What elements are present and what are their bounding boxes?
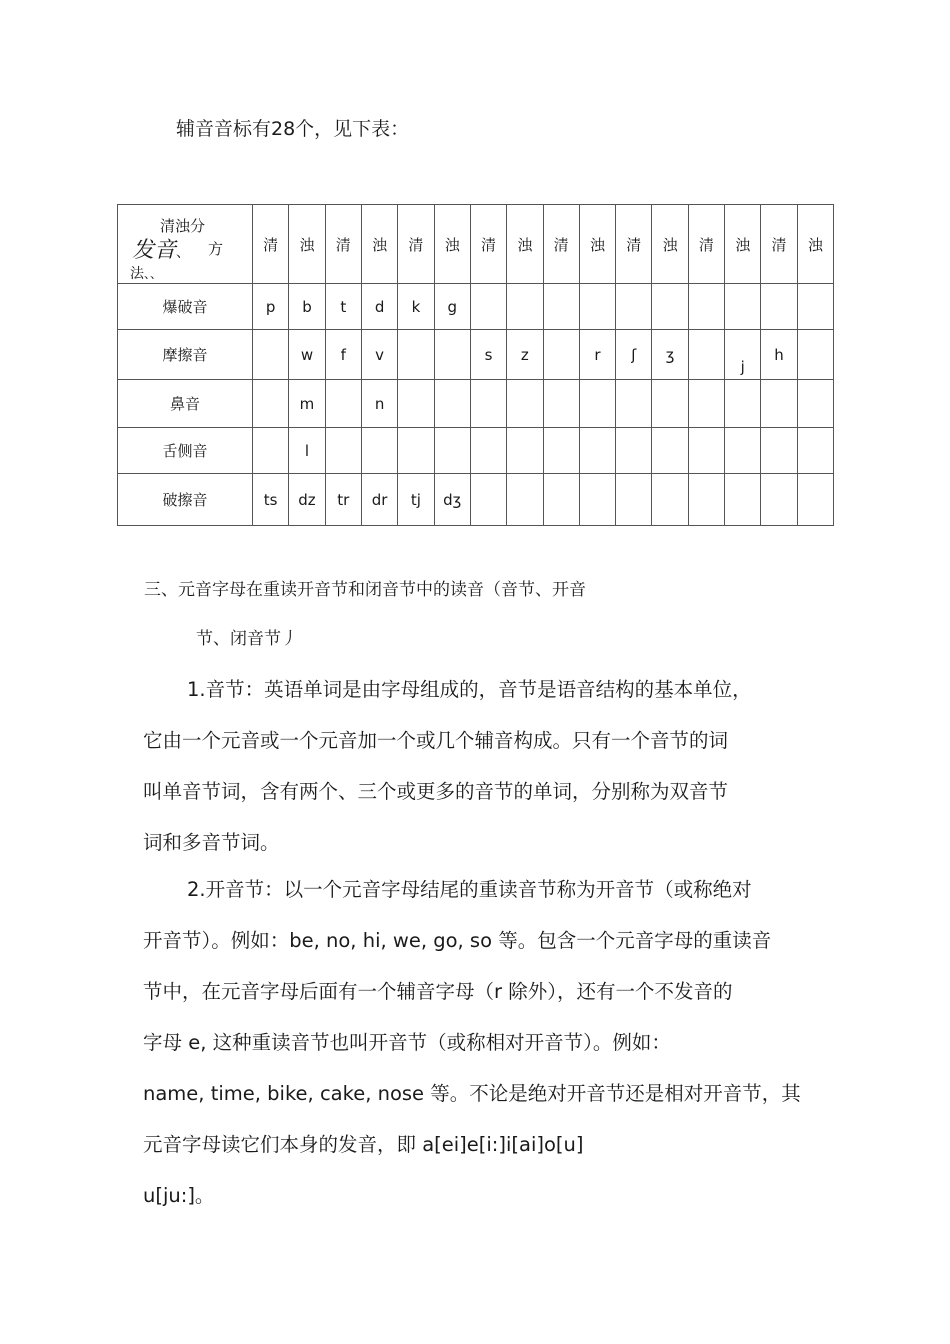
table-cell bbox=[797, 474, 833, 526]
paragraph-open-syllable bbox=[143, 864, 838, 1221]
header-cell: 浊 bbox=[507, 205, 543, 284]
table-cell bbox=[725, 428, 761, 474]
header-cell: 清 bbox=[325, 205, 361, 284]
table-cell: dz bbox=[289, 474, 325, 526]
table-cell bbox=[398, 330, 434, 380]
table-row bbox=[118, 428, 834, 474]
consonant-table bbox=[117, 204, 834, 526]
table-cell bbox=[579, 284, 615, 330]
paragraph-line: 它由一个元音或一个元音加一个或几个辅音构成。只有一个音节的词 bbox=[143, 729, 729, 752]
table-cell: n bbox=[361, 380, 397, 428]
table-cell: w bbox=[289, 330, 325, 380]
table-cell bbox=[579, 380, 615, 428]
table-cell bbox=[543, 330, 579, 380]
table-cell bbox=[325, 428, 361, 474]
paragraph-line: 叫单音节词，含有两个、三个或更多的音节的单词，分别称为双音节 bbox=[143, 780, 729, 803]
table-cell bbox=[543, 380, 579, 428]
paragraph-line: 元音字母读它们本身的发音，即 a[ei]e[i:]i[ai]o[u] bbox=[143, 1133, 584, 1156]
table-cell bbox=[688, 428, 724, 474]
corner-method-label-1: 方 bbox=[208, 240, 224, 258]
table-cell bbox=[470, 284, 506, 330]
row-label-fricative: 摩擦音 bbox=[118, 330, 253, 380]
header-cell: 浊 bbox=[289, 205, 325, 284]
header-cell: 清 bbox=[253, 205, 289, 284]
table-cell: l bbox=[289, 428, 325, 474]
table-cell: r bbox=[579, 330, 615, 380]
table-cell: ts bbox=[253, 474, 289, 526]
row-label-lateral: 舌侧音 bbox=[118, 428, 253, 474]
table-cell bbox=[797, 380, 833, 428]
table-cell bbox=[688, 474, 724, 526]
header-cell: 浊 bbox=[361, 205, 397, 284]
table-cell: tr bbox=[325, 474, 361, 526]
table-cell bbox=[797, 428, 833, 474]
paragraph-line: 节中，在元音字母后面有一个辅音字母（r 除外），还有一个不发音的 bbox=[143, 980, 733, 1003]
table-cell bbox=[797, 284, 833, 330]
table-cell bbox=[470, 474, 506, 526]
paragraph-line: 2.开音节：以一个元音字母结尾的重读音节称为开音节（或称绝对 bbox=[187, 878, 752, 901]
section-heading: 三、元音字母在重读开音节和闭音节中的读音（音节、开音 bbox=[144, 580, 586, 600]
table-cell bbox=[325, 380, 361, 428]
paragraph-line: name, time, bike, cake, nose 等。不论是绝对开音节还是相对开音节，其 bbox=[143, 1082, 801, 1105]
table-cell: p bbox=[253, 284, 289, 330]
paragraph-line: u[ju:]。 bbox=[143, 1184, 215, 1207]
header-cell: 清 bbox=[543, 205, 579, 284]
table-row bbox=[118, 284, 834, 330]
table-cell bbox=[507, 380, 543, 428]
table-header-row bbox=[118, 205, 834, 284]
paragraph-line: 开音节）。例如：be, no, hi, we, go, so 等。包含一个元音字母的重读音 bbox=[143, 929, 772, 952]
paragraph-syllable bbox=[143, 664, 838, 868]
table-cell: v bbox=[361, 330, 397, 380]
table-cell bbox=[652, 474, 688, 526]
table-cell: m bbox=[289, 380, 325, 428]
table-cell: z bbox=[507, 330, 543, 380]
table-cell bbox=[616, 428, 652, 474]
header-cell: 浊 bbox=[725, 205, 761, 284]
table-cell bbox=[253, 330, 289, 380]
table-cell bbox=[579, 428, 615, 474]
table-cell bbox=[688, 330, 724, 380]
table-row bbox=[118, 330, 834, 380]
corner-voicing-label: 清浊分 bbox=[160, 217, 206, 235]
header-cell: 清 bbox=[398, 205, 434, 284]
header-cell: 浊 bbox=[579, 205, 615, 284]
table-cell: f bbox=[325, 330, 361, 380]
table-cell bbox=[398, 380, 434, 428]
table-row bbox=[118, 474, 834, 526]
corner-method-label-2: 法、、 bbox=[130, 266, 163, 282]
table-cell bbox=[616, 380, 652, 428]
table-cell bbox=[761, 284, 797, 330]
table-cell: s bbox=[470, 330, 506, 380]
table-cell bbox=[543, 428, 579, 474]
table-corner-cell bbox=[118, 205, 253, 284]
table-cell: tj bbox=[398, 474, 434, 526]
table-cell bbox=[688, 284, 724, 330]
table-cell: g bbox=[434, 284, 470, 330]
table-cell bbox=[725, 284, 761, 330]
paragraph-line: 词和多音节词。 bbox=[143, 831, 280, 854]
row-label-plosive: 爆破音 bbox=[118, 284, 253, 330]
header-cell: 浊 bbox=[797, 205, 833, 284]
header-cell: 清 bbox=[470, 205, 506, 284]
table-cell: k bbox=[398, 284, 434, 330]
table-cell-text: j bbox=[740, 357, 745, 376]
header-cell: 清 bbox=[761, 205, 797, 284]
table-cell bbox=[616, 284, 652, 330]
header-cell: 浊 bbox=[434, 205, 470, 284]
table-cell bbox=[470, 380, 506, 428]
section-heading-continued: 节、闭音节丿 bbox=[196, 629, 298, 649]
table-cell bbox=[361, 428, 397, 474]
table-cell bbox=[253, 428, 289, 474]
table-cell bbox=[652, 428, 688, 474]
table-cell bbox=[434, 428, 470, 474]
table-cell bbox=[398, 428, 434, 474]
table-cell bbox=[761, 380, 797, 428]
table-cell bbox=[507, 284, 543, 330]
table-cell: d bbox=[361, 284, 397, 330]
table-cell: dʒ bbox=[434, 474, 470, 526]
table-cell bbox=[652, 380, 688, 428]
table-cell bbox=[761, 428, 797, 474]
table-cell bbox=[253, 380, 289, 428]
header-cell: 清 bbox=[616, 205, 652, 284]
header-cell: 浊 bbox=[652, 205, 688, 284]
header-cell: 清 bbox=[688, 205, 724, 284]
table-cell bbox=[507, 428, 543, 474]
table-cell bbox=[507, 474, 543, 526]
table-cell bbox=[543, 284, 579, 330]
table-cell bbox=[688, 380, 724, 428]
corner-pronunciation-label: 发音、 bbox=[132, 238, 191, 263]
table-cell bbox=[725, 380, 761, 428]
table-cell bbox=[434, 330, 470, 380]
intro-text: 辅音音标有28个，见下表： bbox=[176, 118, 410, 140]
table-cell bbox=[579, 474, 615, 526]
table-cell bbox=[797, 330, 833, 380]
paragraph-line: 1.音节：英语单词是由字母组成的，音节是语音结构的基本单位， bbox=[187, 678, 752, 701]
table-cell bbox=[725, 330, 761, 380]
table-cell bbox=[652, 284, 688, 330]
table-cell bbox=[434, 380, 470, 428]
table-cell: b bbox=[289, 284, 325, 330]
table-cell bbox=[543, 474, 579, 526]
table-cell bbox=[616, 474, 652, 526]
table-row bbox=[118, 380, 834, 428]
row-label-affricate: 破擦音 bbox=[118, 474, 253, 526]
table-cell bbox=[725, 474, 761, 526]
table-cell bbox=[470, 428, 506, 474]
paragraph-line: 字母 e, 这种重读音节也叫开音节（或称相对开音节）。例如： bbox=[143, 1031, 671, 1054]
table-cell: dr bbox=[361, 474, 397, 526]
row-label-nasal: 鼻音 bbox=[118, 380, 253, 428]
table-cell: ʃ bbox=[616, 330, 652, 380]
table-cell: ʒ bbox=[652, 330, 688, 380]
table-cell bbox=[761, 474, 797, 526]
table-cell: h bbox=[761, 330, 797, 380]
table-cell: t bbox=[325, 284, 361, 330]
